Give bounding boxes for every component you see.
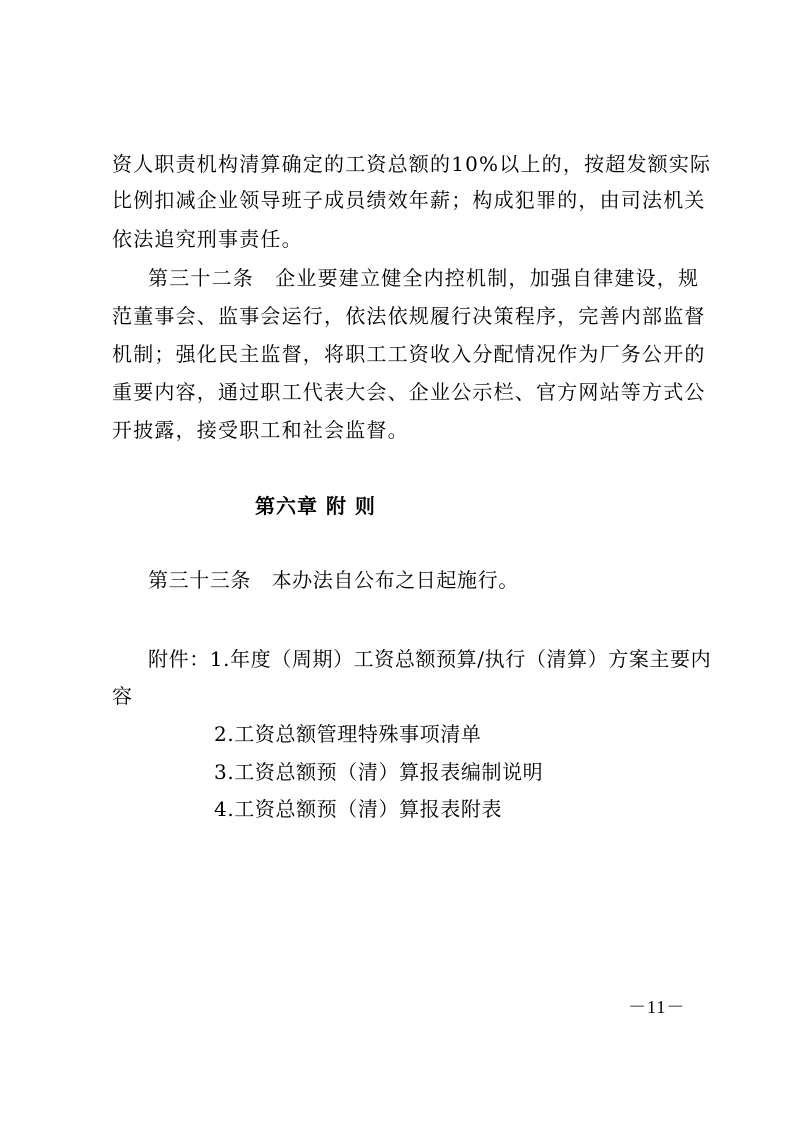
article-32-line-3: 机制；强化民主监督，将职工工资收入分配情况作为厂务公开的 — [112, 342, 706, 366]
attachment-item-2: 2.工资总额管理特殊事项清单 — [214, 722, 482, 746]
body-line-1: 资人职责机构清算确定的工资总额的10%以上的，按超发额实际 — [112, 152, 712, 176]
article-32-line-1: 第三十二条 企业要建立健全内控机制，加强自律建设，规 — [148, 266, 700, 290]
article-32-line-5: 开披露，接受职工和社会监督。 — [112, 418, 409, 442]
article-33: 第三十三条 本办法自公布之日起施行。 — [148, 568, 519, 592]
body-line-3: 依法追究刑事责任。 — [112, 227, 303, 251]
body-line-2: 比例扣减企业领导班子成员绩效年薪；构成犯罪的，由司法机关 — [112, 188, 706, 212]
article-32-line-4: 重要内容，通过职工代表大会、企业公示栏、官方网站等方式公 — [112, 380, 706, 404]
attachment-item-4: 4.工资总额预（清）算报表附表 — [214, 797, 503, 821]
attachment-item-3: 3.工资总额预（清）算报表编制说明 — [214, 760, 544, 784]
page-number: －11－ — [628, 997, 686, 1017]
article-32-line-2: 范董事会、监事会运行，依法依规履行决策程序，完善内部监督 — [112, 304, 706, 328]
attachment-continuation: 容 — [112, 684, 133, 708]
chapter-heading: 第六章 附 则 — [255, 494, 376, 518]
attachment-label-line: 附件：1.年度（周期）工资总额预算/执行（清算）方案主要内 — [148, 647, 712, 671]
